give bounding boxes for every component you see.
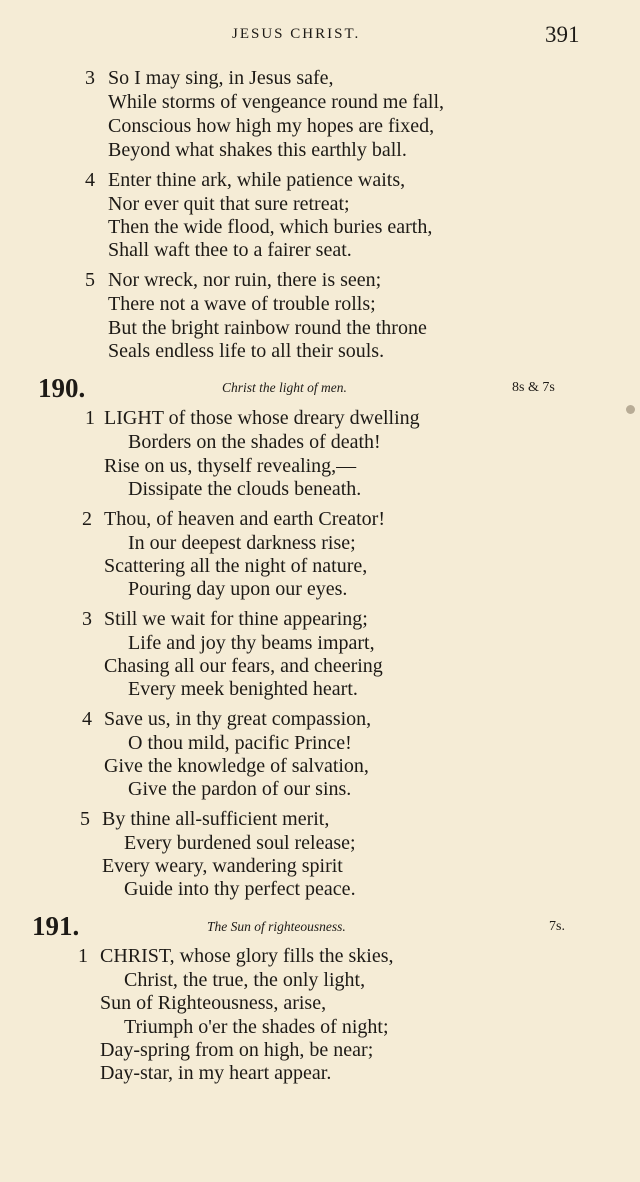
verse-line: Beyond what shakes this earthly ball. <box>108 139 407 161</box>
stanza-number: 3 <box>82 608 92 630</box>
verse-line: Life and joy thy beams impart, <box>128 632 375 654</box>
verse-line: Day-spring from on high, be near; <box>100 1039 374 1061</box>
verse-line: Still we wait for thine appearing; <box>104 608 368 630</box>
verse-line: Chasing all our fears, and cheering <box>104 655 383 677</box>
running-head <box>0 22 640 52</box>
verse-line: LIGHT of those whose dreary dwelling <box>104 407 420 429</box>
hymn-title: The Sun of righteousness. <box>207 919 346 934</box>
stanza-number: 3 <box>85 67 95 89</box>
verse-line: So I may sing, in Jesus safe, <box>108 67 334 89</box>
verse-line: Dissipate the clouds beneath. <box>128 478 362 500</box>
hymn-meter: 7s. <box>549 919 565 934</box>
page-number: 391 <box>545 22 580 47</box>
verse-line: Guide into thy perfect peace. <box>124 878 356 900</box>
verse-line: Rise on us, thyself revealing,— <box>104 455 357 477</box>
running-head-title: JESUS CHRIST. <box>232 26 361 42</box>
verse-line: Thou, of heaven and earth Creator! <box>104 508 385 530</box>
verse-line: While storms of vengeance round me fall, <box>108 91 444 113</box>
verse-line: CHRIST, whose glory fills the skies, <box>100 945 394 967</box>
stanza-number: 4 <box>82 708 92 730</box>
hymn-number: 190. <box>38 373 86 403</box>
verse-line: Sun of Righteousness, arise, <box>100 992 327 1014</box>
hymn-meter: 8s & 7s <box>512 380 555 395</box>
stanza-number: 1 <box>85 407 95 429</box>
verse-line: Then the wide flood, which buries earth, <box>108 216 433 238</box>
verse-line: In our deepest darkness rise; <box>128 532 356 554</box>
verse-line: Enter thine ark, while patience waits, <box>108 169 406 191</box>
stanza-number: 5 <box>85 269 95 291</box>
verse-line: Borders on the shades of death! <box>128 431 381 453</box>
verse-line: Conscious how high my hopes are fixed, <box>108 115 435 137</box>
hymn-number: 191. <box>32 911 80 941</box>
verse-line: Save us, in thy great compassion, <box>104 708 372 730</box>
verse-line: Give the knowledge of salvation, <box>104 755 369 777</box>
verse-line: O thou mild, pacific Prince! <box>128 732 352 754</box>
verse-line: Give the pardon of our sins. <box>128 778 352 800</box>
ink-smudge <box>626 405 635 414</box>
verse-line: By thine all-sufficient merit, <box>102 808 330 830</box>
stanza-number: 2 <box>82 508 92 530</box>
verse-line: Nor ever quit that sure retreat; <box>108 193 350 215</box>
verse-line: Every burdened soul release; <box>124 832 356 854</box>
stanza-number: 4 <box>85 169 95 191</box>
verse-line: Every weary, wandering spirit <box>102 855 343 877</box>
verse-line: Scattering all the night of nature, <box>104 555 368 577</box>
verse-line: There not a wave of trouble rolls; <box>108 293 376 315</box>
verse-line: Christ, the true, the only light, <box>124 969 366 991</box>
verse-line: Seals endless life to all their souls. <box>108 340 385 362</box>
verse-line: But the bright rainbow round the throne <box>108 317 427 339</box>
verse-line: Every meek benighted heart. <box>128 678 358 700</box>
stanza-number: 1 <box>78 945 88 967</box>
verse-line: Nor wreck, nor ruin, there is seen; <box>108 269 382 291</box>
hymn-title: Christ the light of men. <box>222 380 347 395</box>
verse-line: Triumph o'er the shades of night; <box>124 1016 389 1038</box>
verse-line: Pouring day upon our eyes. <box>128 578 348 600</box>
stanza-number: 5 <box>80 808 90 830</box>
verse-line: Day-star, in my heart appear. <box>100 1062 332 1084</box>
verse-line: Shall waft thee to a fairer seat. <box>108 239 352 261</box>
